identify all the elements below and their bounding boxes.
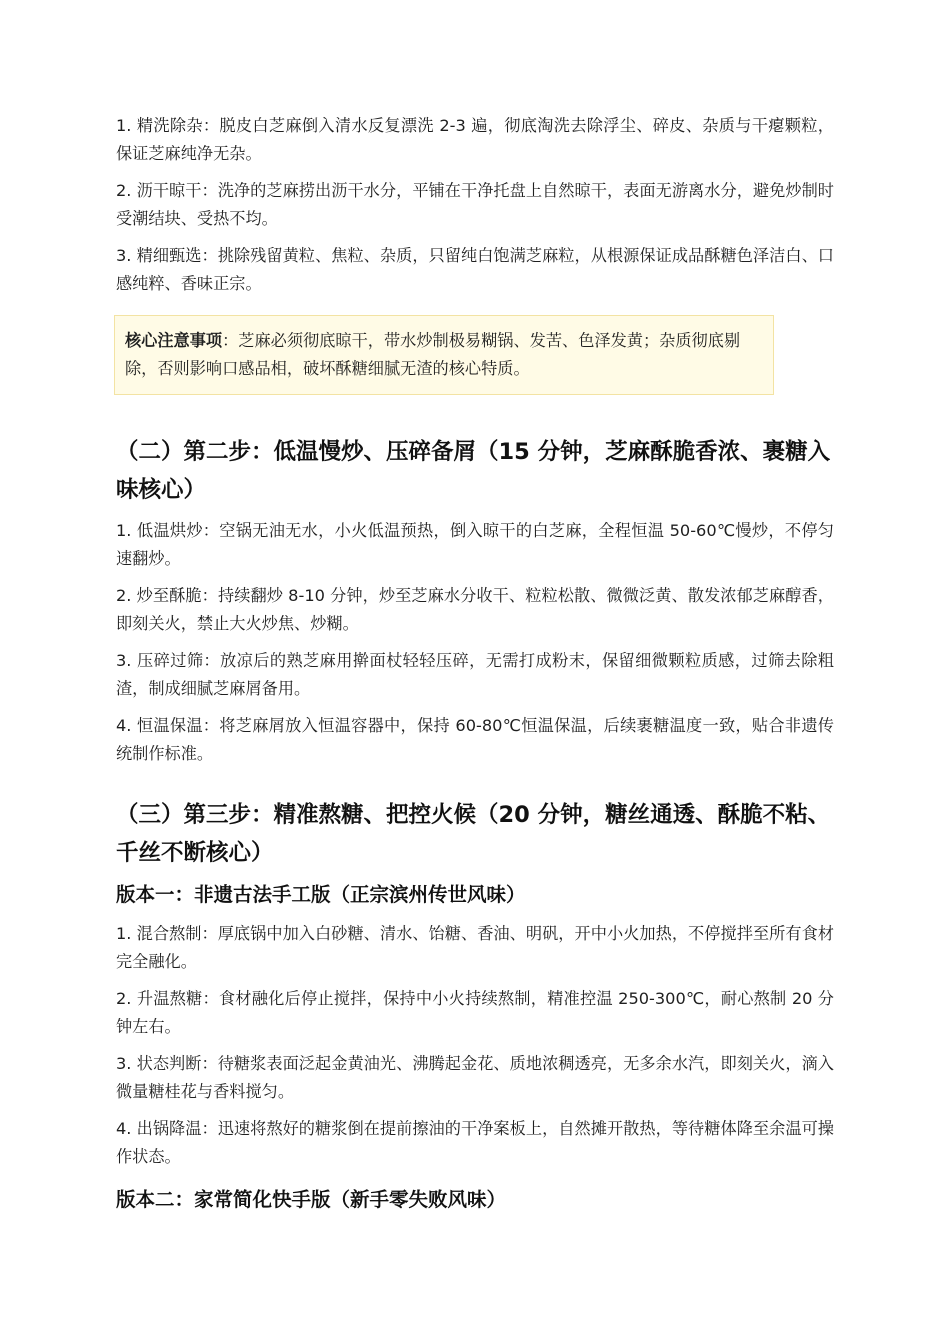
step1-item-1: 1. 精洗除杂：脱皮白芝麻倒入清水反复漂洗 2-3 遍，彻底淘洗去除浮尘、碎皮、杂质与干瘪颗粒，保证芝麻纯净无杂。 bbox=[116, 116, 834, 163]
version1-item-3: 3. 状态判断：待糖浆表面泛起金黄油光、沸腾起金花、质地浓稠透亮，无多余水汽，即刻关火，滴入微量糖桂花与香料搅匀。 bbox=[116, 1054, 834, 1101]
version2-heading: 版本二：家常简化快手版（新手零失败风味） bbox=[116, 1188, 507, 1211]
step3-heading: （三）第三步：精准熬糖、把控火候（20 分钟，糖丝通透、酥脆不粘、千丝不断核心） bbox=[116, 802, 831, 866]
core-notice-label: 核心注意事项 bbox=[125, 331, 223, 350]
step2-heading: （二）第二步：低温慢炒、压碎备屑（15 分钟，芝麻酥脆香浓、裹糖入味核心） bbox=[116, 439, 831, 503]
core-notice-text: ：芝麻必须彻底晾干，带水炒制极易糊锅、发苦、色泽发黄；杂质彻底剔除，否则影响口感品相，破坏酥糖细腻无渣的核心特质。 bbox=[125, 331, 741, 378]
step1-item-3: 3. 精细甄选：挑除残留黄粒、焦粒、杂质，只留纯白饱满芝麻粒，从根源保证成品酥糖色泽洁白、口感纯粹、香味正宗。 bbox=[116, 246, 834, 293]
step2-item-3: 3. 压碎过筛：放凉后的熟芝麻用擀面杖轻轻压碎，无需打成粉末，保留细微颗粒质感，过筛去除粗渣，制成细腻芝麻屑备用。 bbox=[116, 651, 834, 698]
step1-item-2: 2. 沥干晾干：洗净的芝麻捞出沥干水分，平铺在干净托盘上自然晾干，表面无游离水分，避免炒制时受潮结块、受热不均。 bbox=[116, 181, 834, 228]
version1-heading: 版本一：非遗古法手工版（正宗滨州传世风味） bbox=[116, 883, 526, 906]
step2-item-2: 2. 炒至酥脆：持续翻炒 8-10 分钟，炒至芝麻水分收干、粒粒松散、微微泛黄、散发浓郁芝麻醇香，即刻关火，禁止大火炒焦、炒糊。 bbox=[116, 586, 834, 633]
step2-item-4: 4. 恒温保温：将芝麻屑放入恒温容器中，保持 60-80℃恒温保温，后续裹糖温度一致，贴合非遗传统制作标准。 bbox=[116, 716, 834, 763]
core-notice-box bbox=[114, 315, 774, 395]
document-content bbox=[116, 112, 834, 1225]
version1-item-1: 1. 混合熬制：厚底锅中加入白砂糖、清水、饴糖、香油、明矾，开中小火加热，不停搅拌至所有食材完全融化。 bbox=[116, 924, 834, 971]
version1-item-2: 2. 升温熬糖：食材融化后停止搅拌，保持中小火持续熬制，精准控温 250-300℃，耐心熬制 20 分钟左右。 bbox=[116, 989, 834, 1036]
step2-item-1: 1. 低温烘炒：空锅无油无水，小火低温预热，倒入晾干的白芝麻，全程恒温 50-60℃慢炒，不停匀速翻炒。 bbox=[116, 521, 834, 568]
version1-item-4: 4. 出锅降温：迅速将熬好的糖浆倒在提前擦油的干净案板上，自然摊开散热，等待糖体降至余温可操作状态。 bbox=[116, 1119, 834, 1166]
